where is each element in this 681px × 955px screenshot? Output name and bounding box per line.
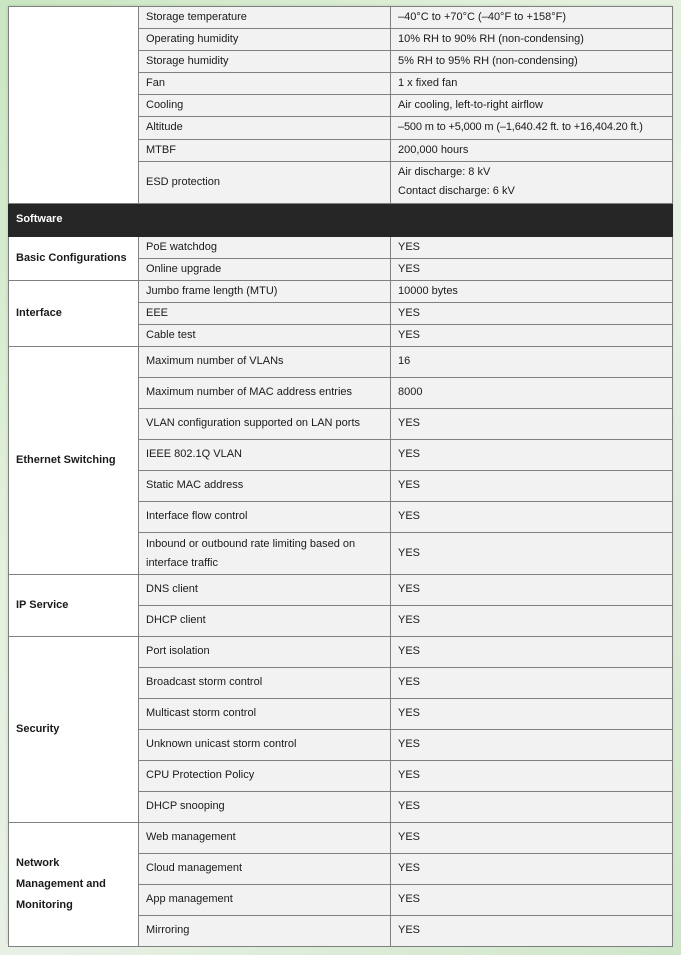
category-cell: Security [9, 637, 139, 823]
section-header-row [9, 204, 673, 237]
spec-value: YES [391, 303, 673, 325]
category-cell: IP Service [9, 575, 139, 637]
spec-name: Unknown unicast storm control [139, 730, 391, 761]
spec-name: Inbound or outbound rate limiting based on interface traffic [139, 533, 391, 575]
specifications-table [8, 6, 673, 947]
spec-name: PoE watchdog [139, 237, 391, 259]
spec-value: YES [391, 730, 673, 761]
spec-value: YES [391, 409, 673, 440]
spec-name: Cloud management [139, 854, 391, 885]
table-row [9, 281, 673, 303]
spec-name: DHCP client [139, 606, 391, 637]
spec-value: Air cooling, left-to-right airflow [391, 95, 673, 117]
spec-name: App management [139, 885, 391, 916]
spec-name: DHCP snooping [139, 792, 391, 823]
spec-value: YES [391, 637, 673, 668]
spec-value [391, 162, 673, 204]
spec-name: Web management [139, 823, 391, 854]
spec-value: YES [391, 668, 673, 699]
spec-value: 200,000 hours [391, 140, 673, 162]
category-line: Monitoring [16, 898, 73, 911]
category-cell: Ethernet Switching [9, 347, 139, 575]
spec-name: DNS client [139, 575, 391, 606]
table-row [9, 347, 673, 378]
spec-value: YES [391, 533, 673, 575]
spec-value: 10% RH to 90% RH (non-condensing) [391, 29, 673, 51]
spec-name: Interface flow control [139, 502, 391, 533]
spec-name: ESD protection [139, 162, 391, 204]
table-row [9, 637, 673, 668]
spec-name: Mirroring [139, 916, 391, 947]
spec-value: YES [391, 916, 673, 947]
category-cell: Basic Configurations [9, 237, 139, 281]
spec-sheet [8, 6, 672, 944]
spec-value: YES [391, 237, 673, 259]
spec-value: YES [391, 699, 673, 730]
spec-value: YES [391, 440, 673, 471]
spec-value: –40°C to +70°C (–40°F to +158°F) [391, 7, 673, 29]
spec-name: Storage humidity [139, 51, 391, 73]
category-line: Network [16, 857, 60, 870]
table-row [9, 575, 673, 606]
spec-name: Maximum number of MAC address entries [139, 378, 391, 409]
spec-value: YES [391, 792, 673, 823]
spec-name: Port isolation [139, 637, 391, 668]
spec-value: YES [391, 325, 673, 347]
spec-name: Maximum number of VLANs [139, 347, 391, 378]
spec-name: Static MAC address [139, 471, 391, 502]
spec-value: 5% RH to 95% RH (non-condensing) [391, 51, 673, 73]
table-row [9, 237, 673, 259]
section-title: Software [9, 204, 673, 237]
spec-value: YES [391, 259, 673, 281]
spec-value: YES [391, 823, 673, 854]
spec-value: YES [391, 575, 673, 606]
spec-value: YES [391, 761, 673, 792]
table-row [9, 7, 673, 29]
spec-value: 16 [391, 347, 673, 378]
spec-name: Multicast storm control [139, 699, 391, 730]
spec-value: YES [391, 854, 673, 885]
spec-value: YES [391, 471, 673, 502]
category-cell: Interface [9, 281, 139, 347]
spec-value: –500 m to +5,000 m (–1,640.42 ft. to +16,404.20 ft.) [391, 117, 673, 140]
category-cell-empty [9, 7, 139, 204]
table-row [9, 823, 673, 854]
spec-name: MTBF [139, 140, 391, 162]
spec-value: 8000 [391, 378, 673, 409]
spec-name: Jumbo frame length (MTU) [139, 281, 391, 303]
spec-name: Online upgrade [139, 259, 391, 281]
spec-value: 1 x fixed fan [391, 73, 673, 95]
spec-name: CPU Protection Policy [139, 761, 391, 792]
spec-name: VLAN configuration supported on LAN ports [139, 409, 391, 440]
spec-name: Cooling [139, 95, 391, 117]
spec-value: YES [391, 606, 673, 637]
spec-value-line: Contact discharge: 6 kV [398, 185, 515, 197]
spec-value: 10000 bytes [391, 281, 673, 303]
spec-value: YES [391, 885, 673, 916]
category-line: Management and [16, 878, 106, 891]
spec-value: YES [391, 502, 673, 533]
spec-name: Fan [139, 73, 391, 95]
spec-name: Cable test [139, 325, 391, 347]
spec-name: Altitude [139, 117, 391, 140]
spec-name: EEE [139, 303, 391, 325]
spec-name: IEEE 802.1Q VLAN [139, 440, 391, 471]
spec-name: Operating humidity [139, 29, 391, 51]
spec-name: Storage temperature [139, 7, 391, 29]
spec-value-line: Air discharge: 8 kV [398, 166, 491, 179]
spec-name: Broadcast storm control [139, 668, 391, 699]
category-cell [9, 823, 139, 947]
